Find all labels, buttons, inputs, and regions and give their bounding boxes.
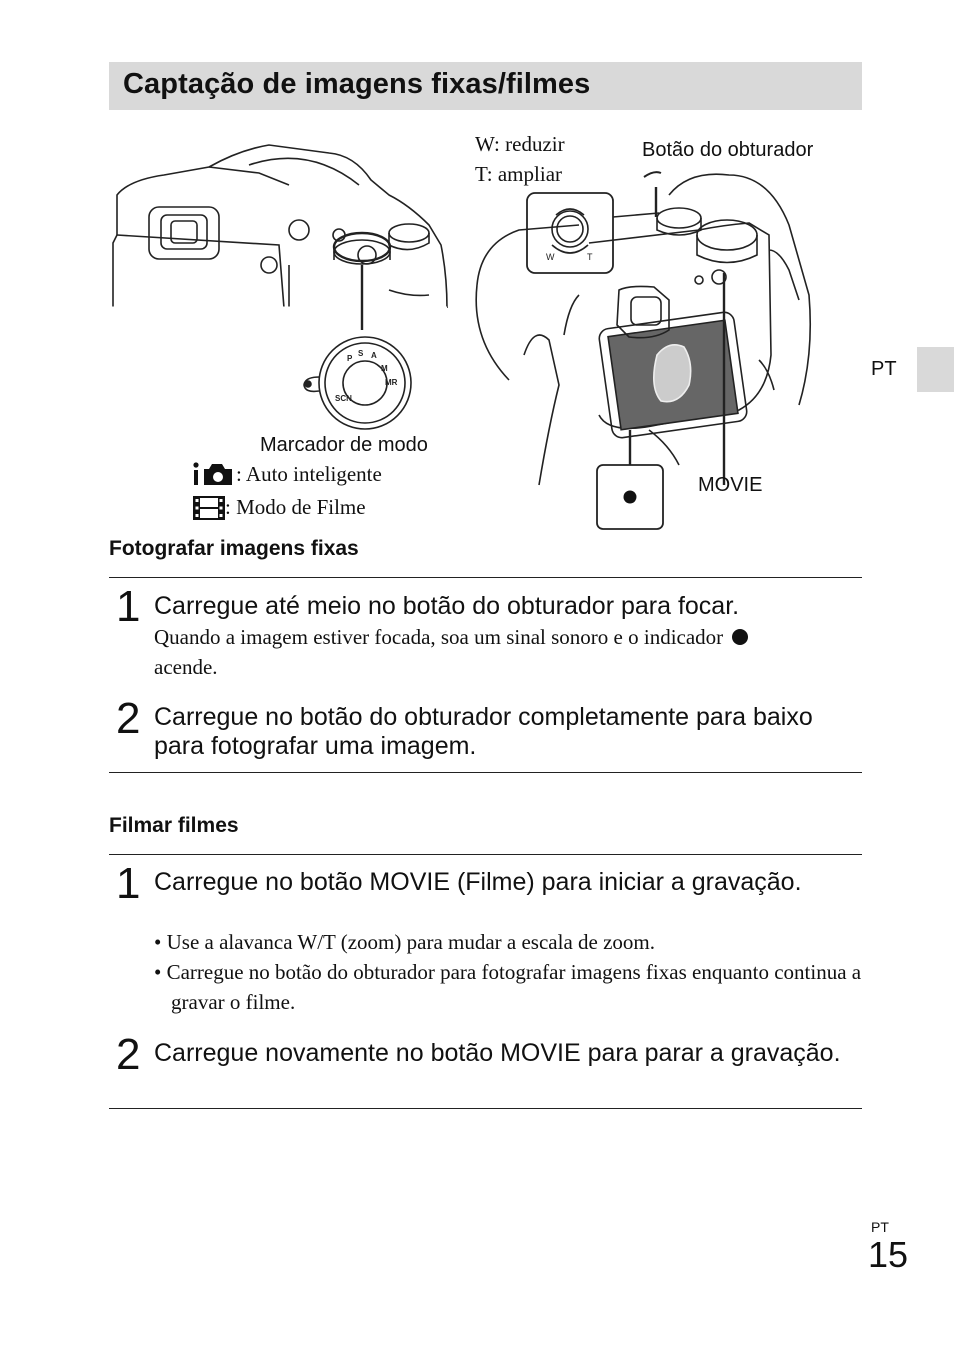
still-step2-title: Carregue no botão do obturador completamente para baixo para fotografar uma imagem.: [154, 703, 813, 760]
movie-step1-number: 1: [116, 859, 141, 908]
still-step1-body-line1: Quando a imagem estiver focada, soa um sinal sonoro e o indicador: [154, 625, 724, 649]
still-step2-number: 2: [116, 694, 141, 743]
movie-heading: Filmar filmes: [109, 814, 239, 837]
side-tab-marker: [917, 347, 954, 392]
still-top-rule: [109, 577, 862, 578]
still-images-heading: Fotografar imagens fixas: [109, 537, 359, 560]
mode-dial-label: Marcador de modo: [260, 434, 428, 456]
movie-step1-bullet2: • Carregue no botão do obturador para fotografar imagens fixas enquanto continua a gravar o filme.: [154, 960, 862, 1014]
still-step1-body-line2: acende.: [154, 655, 218, 679]
still-step1-number: 1: [116, 582, 141, 631]
movie-mode-icon: [193, 496, 225, 520]
movie-button-label: MOVIE: [698, 474, 763, 496]
movie-bottom-rule: [109, 1108, 862, 1109]
focus-indicator-icon: [732, 629, 748, 645]
lever-w-mark: W: [546, 252, 555, 262]
camera-back-view: [109, 145, 447, 308]
zoom-lever-inset: [527, 193, 613, 273]
dial-mark-p: P: [347, 354, 353, 363]
auto-mode-label: : Auto inteligente: [236, 462, 382, 486]
record-indicator-box: [597, 465, 663, 529]
dial-mark-a: A: [371, 351, 377, 360]
lever-t-mark: T: [587, 252, 593, 262]
still-bottom-rule: [109, 772, 862, 773]
dial-mark-mr: MR: [385, 378, 398, 387]
movie-step1-title: Carregue no botão MOVIE (Filme) para iniciar a gravação.: [154, 868, 802, 896]
movie-step2-number: 2: [116, 1030, 141, 1079]
page-number: 15: [868, 1234, 909, 1275]
movie-mode-label: : Modo de Filme: [225, 495, 366, 519]
dial-mark-scn: SCN: [335, 394, 352, 403]
movie-step2-title: Carregue novamente no botão MOVIE para parar a gravação.: [154, 1039, 841, 1067]
movie-top-rule: [109, 854, 862, 855]
still-step1-body: [154, 622, 854, 682]
zoom-w-label: W: reduzir: [475, 132, 565, 156]
intelligent-auto-icon: [192, 461, 236, 487]
movie-step1-bullet1: • Use a alavanca W/T (zoom) para mudar a escala de zoom.: [154, 930, 656, 954]
shutter-button-label: Botão do obturador: [642, 139, 814, 161]
dial-mark-s: S: [358, 349, 364, 358]
zoom-t-label: T: ampliar: [475, 162, 563, 186]
side-tab-label: PT: [871, 358, 897, 380]
still-step1-title: Carregue até meio no botão do obturador para focar.: [154, 592, 740, 620]
section-title-bar: [109, 62, 862, 110]
page-title: Captação de imagens fixas/filmes: [123, 68, 591, 100]
dial-mark-m: M: [381, 364, 388, 373]
footer-lang: PT: [871, 1219, 889, 1235]
